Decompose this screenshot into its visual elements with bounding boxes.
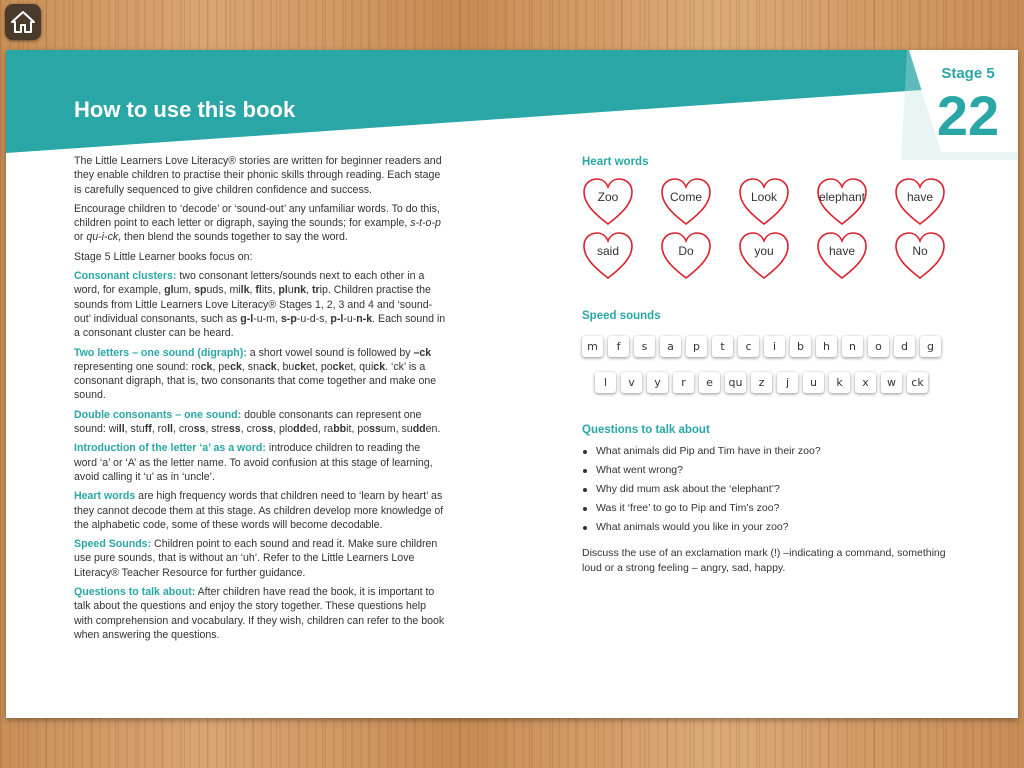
questions-paragraph: Questions to talk about: After children have read the book, it is important to talk about the questions and enjoy the story together. These questions help with comprehension and vocabulary. If they wish, children can refer to the book when answering the questions. [74, 586, 445, 641]
heart-word-label: have [828, 244, 856, 258]
speed-sounds-paragraph: Speed Sounds: Children point to each sound and read it. Make sure children use pure sounds, that is without an ‘uh’. Refer to the Little Learners Love Literacy® Teacher Resource for further guidance. [74, 538, 438, 579]
home-button[interactable] [5, 4, 41, 40]
heart-word [660, 232, 712, 280]
double-consonants-paragraph: Double consonants – one sound: double consonants can represent one sound: will, stuff, roll, cross, stress, cross, plodded, rabbit, possum, sudden. [74, 408, 441, 436]
speed-sounds-row-2 [595, 372, 928, 393]
speed-sound-tile: m [582, 336, 603, 357]
instructions-column [74, 154, 446, 647]
heart-word-label: said [596, 244, 619, 258]
heart-word [660, 178, 712, 226]
speed-sound-tile: y [647, 372, 668, 393]
activities-column [582, 156, 1002, 574]
speed-sound-tile: qu [725, 372, 746, 393]
consonant-clusters-paragraph: Consonant clusters: two consonant letters/sounds next to each other in a word, for example, glum, spuds, milk, flits, plunk, trip. Children practise the sounds from Little Learners Love Literacy® Stages 1, 2, 3 and 4 and ‘sound-out’ individual consonants, such as g-l-u-m, s-p-u-d-s, p-l-u-n-k. Each sound in a consonant cluster can be heard. [74, 270, 446, 340]
heart-word-label: Do [678, 244, 694, 258]
speed-sound-tile: p [686, 336, 707, 357]
heart-word-label: No [912, 244, 928, 258]
page-title: How to use this book [74, 97, 296, 122]
heart-word [816, 232, 868, 280]
heart-word [894, 178, 946, 226]
digraph-paragraph: Two letters – one sound (digraph): a short vowel sound is followed by –ck representing one sound: rock, peck, snack, bucket, pocket, quick. ‘ck’ is a consonant digraph, that is, two consonants that come together and make one sound. [74, 346, 437, 402]
speed-sound-tile: t [712, 336, 733, 357]
speed-sound-tile: v [621, 372, 642, 393]
speed-sound-tile: r [673, 372, 694, 393]
question-item: What animals would you like in your zoo? [582, 518, 1002, 537]
speed-sound-tile: x [855, 372, 876, 393]
heart-word-label: Come [669, 190, 702, 204]
heart-word [894, 232, 946, 280]
speed-sounds-title: Speed sounds [582, 310, 661, 322]
speed-sound-tile: i [764, 336, 785, 357]
heart-word [738, 232, 790, 280]
speed-sound-tile: w [881, 372, 902, 393]
question-item: Was it ‘free’ to go to Pip and Tim’s zoo? [582, 499, 1002, 518]
speed-sound-tile: g [920, 336, 941, 357]
question-item: What went wrong? [582, 461, 1002, 480]
heart-word-label: have [906, 190, 934, 204]
heart-word-label: you [754, 244, 774, 258]
heart-word-label: Zoo [597, 190, 619, 204]
speed-sound-tile: s [634, 336, 655, 357]
letter-a-paragraph: Introduction of the letter ‘a’ as a word: introduce children to reading the word ‘a’ or ‘A’ as the letter name. To avoid confusion at this stage of learning, avoid calling it ‘u’ as in ‘uncle’. [74, 442, 433, 483]
speed-sound-tile: n [842, 336, 863, 357]
heart-word [582, 178, 634, 226]
speed-sound-tile: ck [907, 372, 928, 393]
speed-sound-tile: c [738, 336, 759, 357]
speed-sound-tile: o [868, 336, 889, 357]
heart-word-label: elephant [818, 190, 866, 204]
heart-word-label: Look [750, 190, 778, 204]
speed-sound-tile: f [608, 336, 629, 357]
page-number: 22 [936, 84, 1000, 147]
speed-sound-tile: d [894, 336, 915, 357]
heart-words-paragraph: Heart words are high frequency words that children need to ‘learn by heart’ as they cannot decode them at this stage. As children develop more knowledge of the alphabetic code, some of these words will become decodable. [74, 490, 444, 531]
heart-words-title: Heart words [582, 156, 649, 168]
heart-words-grid [582, 178, 1002, 280]
speed-sound-tile: j [777, 372, 798, 393]
heart-word [816, 178, 868, 226]
speed-sound-tile: h [816, 336, 837, 357]
speed-sound-tile: z [751, 372, 772, 393]
speed-sound-tile: e [699, 372, 720, 393]
speed-sound-tile: b [790, 336, 811, 357]
discussion-note: Discuss the use of an exclamation mark (!) –indicating a command, something loud or a strong feeling – angry, sad, happy. [582, 547, 946, 574]
home-icon [10, 10, 36, 34]
question-item: What animals did Pip and Tim have in their zoo? [582, 442, 1002, 461]
speed-sound-tile: u [803, 372, 824, 393]
stage-label: Stage 5 [941, 65, 995, 82]
focus-intro: Stage 5 Little Learner books focus on: [74, 250, 253, 263]
speed-sounds-row-1 [582, 336, 941, 357]
questions-title: Questions to talk about [582, 424, 710, 436]
speed-sound-tile: a [660, 336, 681, 357]
heart-word [738, 178, 790, 226]
heart-word [582, 232, 634, 280]
book-page [6, 50, 1018, 718]
speed-sound-tile: l [595, 372, 616, 393]
intro-paragraph: The Little Learners Love Literacy® stories are written for beginner readers and they enable children to practise their phonic skills through reading. Each stage is carefully sequenced to give children confidence and success. [74, 155, 442, 196]
question-item: Why did mum ask about the ‘elephant’? [582, 480, 1002, 499]
decode-paragraph: Encourage children to ‘decode’ or ‘sound-out’ any unfamiliar words. To do this, children point to each letter or digraph, saying the sounds; for example, s-t-o-p or qu-i-ck, then blend the sounds together to say the word. [74, 202, 441, 244]
questions-list [582, 442, 1002, 537]
speed-sound-tile: k [829, 372, 850, 393]
